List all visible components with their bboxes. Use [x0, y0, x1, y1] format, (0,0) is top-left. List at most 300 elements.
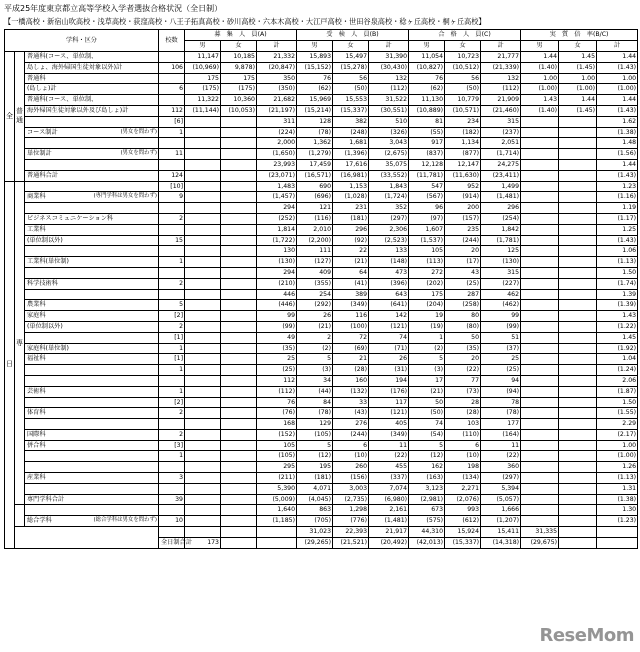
value-cell-c-2: (1,781) — [481, 235, 521, 246]
value-cell-a-1: (10,053) — [221, 105, 257, 116]
school-count: 1 — [159, 127, 185, 138]
row-label-text: 家庭科(単位制) — [27, 344, 69, 352]
row-note: (男女を問わず) — [120, 150, 157, 157]
value-cell-a-2: 1,640 — [257, 505, 297, 516]
school-count: 1 — [159, 451, 185, 462]
value-cell-r-0 — [521, 473, 559, 484]
value-cell-c-0: (3) — [409, 365, 445, 376]
row-label — [25, 419, 159, 430]
school-count: 2 — [159, 429, 185, 440]
value-cell-c-0: 50 — [409, 397, 445, 408]
value-cell-b-1: 116 — [333, 311, 369, 322]
value-cell-c-0: 1 — [409, 332, 445, 343]
value-cell-a-2: 130 — [257, 246, 297, 257]
value-cell-a-2: 1,814 — [257, 224, 297, 235]
row-label — [25, 62, 159, 73]
value-cell-c-1: (244) — [445, 235, 481, 246]
value-cell-a-2: 105 — [257, 440, 297, 451]
value-cell-b-0: 84 — [297, 397, 333, 408]
value-cell-r-2: 1.00 — [597, 73, 638, 84]
school-count — [159, 462, 185, 473]
value-cell-a-0 — [185, 451, 221, 462]
value-cell-a-0 — [185, 494, 221, 505]
value-cell-b-1: (21) — [333, 257, 369, 268]
value-cell-c-2: (37) — [481, 343, 521, 354]
value-cell-c-0: 11,054 — [409, 52, 445, 63]
table-row — [5, 419, 638, 430]
value-cell-r-0 — [521, 159, 559, 170]
value-cell-c-2: 99 — [481, 311, 521, 322]
value-cell-a-0 — [185, 138, 221, 149]
value-cell-c-0: 272 — [409, 267, 445, 278]
value-cell-r-0 — [521, 192, 559, 203]
value-cell-b-1: 231 — [333, 203, 369, 214]
school-count — [159, 203, 185, 214]
value-cell-r-0 — [521, 246, 559, 257]
value-cell-b-0: 5 — [297, 440, 333, 451]
value-cell-b-0: 34 — [297, 375, 333, 386]
value-cell-c-1: (10) — [445, 451, 481, 462]
value-cell-r-1: (1.45) — [559, 105, 597, 116]
value-cell-b-1: 72 — [333, 332, 369, 343]
school-count: [6] — [159, 116, 185, 127]
row-label — [25, 116, 159, 127]
value-cell-c-1: (73) — [445, 386, 481, 397]
value-cell-b-2: 455 — [369, 462, 409, 473]
value-cell-c-0: (567) — [409, 192, 445, 203]
value-cell-c-2: (227) — [481, 278, 521, 289]
table-row — [5, 483, 638, 494]
value-cell-r-1 — [559, 224, 597, 235]
value-cell-a-2: (252) — [257, 213, 297, 224]
table-row — [5, 192, 638, 203]
value-cell-r-1 — [559, 127, 597, 138]
school-count: 1 — [159, 386, 185, 397]
value-cell-a-1 — [221, 235, 257, 246]
value-cell-r-1 — [559, 149, 597, 160]
value-cell-r-0 — [521, 203, 559, 214]
row-label — [25, 127, 159, 138]
value-cell-r-2: (1.43) — [597, 62, 638, 73]
value-cell-a-0 — [185, 516, 221, 527]
table-row — [5, 127, 638, 138]
value-cell-b-2: 74 — [369, 332, 409, 343]
value-cell-r-1 — [559, 483, 597, 494]
value-cell-r-1 — [559, 311, 597, 322]
value-cell-c-1: 10,779 — [445, 95, 481, 106]
school-count: 3 — [159, 473, 185, 484]
value-cell-b-1: 1,153 — [333, 181, 369, 192]
row-label-text: (単位制以外) — [27, 322, 63, 330]
table-body — [5, 52, 638, 549]
value-cell-c-1: 287 — [445, 289, 481, 300]
value-cell-c-0: (54) — [409, 429, 445, 440]
value-cell-a-2: 23,993 — [257, 159, 297, 170]
value-cell-a-0 — [185, 408, 221, 419]
value-cell-a-0 — [185, 332, 221, 343]
value-cell-c-0: (575) — [409, 516, 445, 527]
value-cell-r-1 — [559, 192, 597, 203]
value-cell-a-2: (1,185) — [257, 516, 297, 527]
value-cell-b-2: 352 — [369, 203, 409, 214]
value-cell-a-0 — [185, 462, 221, 473]
value-cell-b-1: (16,981) — [333, 170, 369, 181]
school-count: 2 — [159, 213, 185, 224]
value-cell-b-0: (21,521) — [333, 537, 369, 548]
value-cell-a-2: (105) — [257, 451, 297, 462]
value-cell-c-1: 1,134 — [445, 138, 481, 149]
row-label-text: 芸術科 — [27, 387, 46, 395]
value-cell-b-2: (326) — [369, 127, 409, 138]
header-female: 女 — [559, 41, 597, 52]
value-cell-c-1: (110) — [445, 429, 481, 440]
value-cell-b-0: 26 — [297, 311, 333, 322]
value-cell-c-1: (2,076) — [445, 494, 481, 505]
value-cell-c-1: (50) — [445, 84, 481, 95]
school-count — [159, 159, 185, 170]
school-count: 1 — [159, 365, 185, 376]
value-cell-c-2: (99) — [481, 321, 521, 332]
value-cell-c-0: (204) — [409, 300, 445, 311]
value-cell-r-1 — [559, 516, 597, 527]
value-cell-a-0: (10,969) — [185, 62, 221, 73]
table-row — [5, 235, 638, 246]
value-cell-c-1: (10,512) — [445, 62, 481, 73]
value-cell-b-0: 5 — [297, 354, 333, 365]
value-cell-a-1 — [221, 267, 257, 278]
value-cell-a-2: (210) — [257, 278, 297, 289]
value-cell-b-2: 643 — [369, 289, 409, 300]
table-row — [5, 278, 638, 289]
value-cell-r-1 — [559, 419, 597, 430]
row-label-text: 国際科 — [27, 430, 46, 438]
header-female: 女 — [221, 41, 257, 52]
value-cell-b-2: (31) — [369, 365, 409, 376]
value-cell-c-1: 200 — [445, 203, 481, 214]
value-cell-r-0 — [521, 149, 559, 160]
value-cell-c-1: 50 — [445, 332, 481, 343]
value-cell-a-2: (112) — [257, 386, 297, 397]
value-cell-c-0: 74 — [409, 419, 445, 430]
school-count — [159, 224, 185, 235]
value-cell-b-1: (43) — [333, 408, 369, 419]
row-label — [25, 192, 159, 203]
row-label — [25, 224, 159, 235]
value-cell-c-2: 177 — [481, 419, 521, 430]
row-label-text: 福祉科 — [27, 355, 46, 363]
value-cell-b-2: (641) — [369, 300, 409, 311]
row-label — [25, 354, 159, 365]
value-cell-c-1: 15,411 — [481, 527, 521, 538]
value-cell-r-2: 1.43 — [597, 311, 638, 322]
value-cell-a-0 — [185, 246, 221, 257]
header-total: 計 — [257, 41, 297, 52]
value-cell-b-2: 2,306 — [369, 224, 409, 235]
value-cell-a-2: 295 — [257, 462, 297, 473]
value-cell-r-2: (1.00) — [597, 84, 638, 95]
school-count — [159, 73, 185, 84]
value-cell-b-1: 21,917 — [369, 527, 409, 538]
value-cell-r-0 — [559, 537, 597, 548]
value-cell-c-1: (22) — [445, 365, 481, 376]
value-cell-b-2: 132 — [369, 73, 409, 84]
value-cell-c-2: (130) — [481, 257, 521, 268]
value-cell-c-2: 94 — [481, 375, 521, 386]
value-cell-b-2: (42,013) — [409, 537, 445, 548]
value-cell-r-0 — [521, 429, 559, 440]
school-count: [1] — [159, 354, 185, 365]
row-label — [25, 451, 159, 462]
value-cell-c-2: 315 — [481, 267, 521, 278]
value-cell-a-0 — [185, 224, 221, 235]
value-cell-b-0: 2,010 — [297, 224, 333, 235]
value-cell-b-1: 296 — [333, 224, 369, 235]
value-cell-a-2: (350) — [257, 84, 297, 95]
value-cell-r-0 — [521, 127, 559, 138]
row-label — [159, 527, 185, 538]
value-cell-r-2: (1.13) — [597, 473, 638, 484]
value-cell-c-0: 19 — [409, 311, 445, 322]
value-cell-b-0: 1,362 — [297, 138, 333, 149]
header-male: 男 — [297, 41, 333, 52]
value-cell-a-2: 5,390 — [257, 483, 297, 494]
school-count: 112 — [159, 105, 185, 116]
value-cell-c-2: (237) — [481, 127, 521, 138]
value-cell-a-2: (20,847) — [257, 62, 297, 73]
value-cell-r-0 — [521, 397, 559, 408]
value-cell-c-2: 1,666 — [481, 505, 521, 516]
value-cell-r-2: 1.30 — [597, 505, 638, 516]
value-cell-r-2: 1.04 — [597, 354, 638, 365]
table-row — [5, 343, 638, 354]
value-cell-r-2: 1.39 — [597, 289, 638, 300]
value-cell-r-2: 1.19 — [597, 203, 638, 214]
row-label — [25, 311, 159, 322]
value-cell-b-2: (2,675) — [369, 149, 409, 160]
value-cell-a-2: 31,023 — [297, 527, 333, 538]
value-cell-c-0: (11,781) — [409, 170, 445, 181]
value-cell-b-0: (78) — [297, 127, 333, 138]
row-label-text: 総合学科 — [27, 517, 52, 525]
value-cell-c-2: (23,411) — [481, 170, 521, 181]
value-cell-b-0: 22,393 — [333, 527, 369, 538]
school-count: [2] — [159, 397, 185, 408]
value-cell-r-0 — [521, 375, 559, 386]
value-cell-c-1: (11,630) — [445, 170, 481, 181]
row-label-text: 商業科 — [27, 193, 46, 201]
school-count: 6 — [159, 84, 185, 95]
value-cell-r-0 — [521, 332, 559, 343]
value-cell-r-1: (1.00) — [559, 84, 597, 95]
value-cell-r-2: (2.17) — [597, 429, 638, 440]
value-cell-a-1 — [221, 311, 257, 322]
value-cell-a-0: 11,322 — [185, 95, 221, 106]
table-row — [5, 181, 638, 192]
value-cell-b-0: 863 — [297, 505, 333, 516]
value-cell-a-0 — [185, 311, 221, 322]
header-male: 男 — [409, 41, 445, 52]
value-cell-a-2: (1,457) — [257, 192, 297, 203]
value-cell-c-1: (877) — [445, 149, 481, 160]
value-cell-b-2: (2,523) — [369, 235, 409, 246]
row-label-text: 普通科(コース、単位制、 — [27, 96, 98, 104]
value-cell-a-1: 175 — [221, 73, 257, 84]
value-cell-b-1: (100) — [333, 321, 369, 332]
value-cell-r-2: (1.43) — [597, 105, 638, 116]
value-cell-c-0: (163) — [409, 473, 445, 484]
value-cell-r-0 — [521, 116, 559, 127]
row-label — [25, 289, 159, 300]
value-cell-r-1 — [559, 246, 597, 257]
value-cell-b-0: (12) — [297, 451, 333, 462]
value-cell-a-1 — [221, 257, 257, 268]
school-count — [159, 246, 185, 257]
row-label — [25, 159, 159, 170]
value-cell-a-0 — [185, 116, 221, 127]
value-cell-r-0 — [521, 181, 559, 192]
header-total: 計 — [481, 41, 521, 52]
table-row — [5, 62, 638, 73]
row-label-text: 体育科 — [27, 409, 46, 417]
row-label-text: コース制計 — [27, 128, 58, 136]
value-cell-b-2: (33,552) — [369, 170, 409, 181]
value-cell-b-0: (44) — [297, 386, 333, 397]
value-cell-b-2: 142 — [369, 311, 409, 322]
value-cell-c-1: (28) — [445, 408, 481, 419]
value-cell-r-1 — [559, 116, 597, 127]
value-cell-b-2: (1,724) — [369, 192, 409, 203]
value-cell-a-1 — [221, 127, 257, 138]
value-cell-r-2: (1.43) — [597, 235, 638, 246]
value-cell-c-1: (17) — [445, 257, 481, 268]
value-cell-a-1 — [221, 289, 257, 300]
value-cell-a-2: 76 — [257, 397, 297, 408]
value-cell-r-2: (1.38) — [597, 494, 638, 505]
value-cell-r-0 — [521, 289, 559, 300]
value-cell-r-1 — [559, 203, 597, 214]
value-cell-a-1 — [221, 246, 257, 257]
value-cell-a-1 — [221, 440, 257, 451]
value-cell-a-0 — [185, 483, 221, 494]
value-cell-b-2: 26 — [369, 354, 409, 365]
value-cell-c-2: 360 — [481, 462, 521, 473]
row-label-text: 海外帰国生徒対象以外及び島しょ)計 — [27, 106, 129, 114]
value-cell-c-0: 917 — [409, 138, 445, 149]
value-cell-b-0: (355) — [297, 278, 333, 289]
value-cell-b-0: 195 — [297, 462, 333, 473]
value-cell-c-2: 21,777 — [481, 52, 521, 63]
value-cell-c-2: (112) — [481, 84, 521, 95]
value-cell-c-0: (1,537) — [409, 235, 445, 246]
value-cell-b-1: (1,028) — [333, 192, 369, 203]
value-cell-a-2: (5,009) — [257, 494, 297, 505]
value-cell-c-0: (19) — [409, 321, 445, 332]
value-cell-a-1 — [221, 505, 257, 516]
value-cell-a-1 — [221, 149, 257, 160]
value-cell-a-1 — [221, 408, 257, 419]
value-cell-a-1: 10,185 — [221, 52, 257, 63]
value-cell-r-0 — [521, 321, 559, 332]
row-label-text: 科学技術科 — [27, 279, 58, 287]
row-label — [25, 343, 159, 354]
value-cell-b-2: (176) — [369, 386, 409, 397]
row-label — [25, 138, 159, 149]
row-label — [25, 257, 159, 268]
header-boshu: 募 集 人 員(A) — [185, 30, 297, 41]
value-cell-r-2: (1.55) — [597, 408, 638, 419]
value-cell-r-1: 1.44 — [559, 95, 597, 106]
value-cell-r-1 — [597, 537, 638, 548]
value-cell-r-2: 1.62 — [597, 116, 638, 127]
school-count — [159, 289, 185, 300]
value-cell-r-2: 1.45 — [597, 332, 638, 343]
value-cell-r-1 — [559, 300, 597, 311]
value-cell-c-1: 235 — [445, 224, 481, 235]
value-cell-r-1 — [559, 235, 597, 246]
value-cell-c-1: 993 — [445, 505, 481, 516]
table-row — [5, 462, 638, 473]
value-cell-c-1: (612) — [445, 516, 481, 527]
value-cell-r-1 — [559, 473, 597, 484]
value-cell-c-1: (14,318) — [481, 537, 521, 548]
row-label-text: 普通科(コース、単位制、 — [27, 53, 98, 60]
row-label — [25, 278, 159, 289]
school-count: 2 — [159, 321, 185, 332]
value-cell-a-1: 10,360 — [221, 95, 257, 106]
value-cell-c-0: (10,827) — [409, 62, 445, 73]
value-cell-b-0: 76 — [297, 73, 333, 84]
value-cell-c-2: 51 — [481, 332, 521, 343]
value-cell-a-0 — [185, 419, 221, 430]
row-label — [25, 365, 159, 376]
value-cell-r-1 — [559, 397, 597, 408]
table-row — [5, 473, 638, 484]
value-cell-r-1 — [559, 408, 597, 419]
value-cell-b-0: 2 — [297, 332, 333, 343]
value-cell-a-2: 311 — [257, 116, 297, 127]
row-note: (男女を問わず) — [120, 128, 157, 135]
value-cell-c-0: (10,889) — [409, 105, 445, 116]
value-cell-r-2: 1.00 — [597, 440, 638, 451]
value-cell-b-2: 117 — [369, 397, 409, 408]
value-cell-a-2: 112 — [257, 375, 297, 386]
value-cell-a-2: (446) — [257, 300, 297, 311]
value-cell-b-1: (15,337) — [333, 105, 369, 116]
value-cell-b-1: (156) — [333, 473, 369, 484]
school-count: [2] — [159, 311, 185, 322]
value-cell-b-0: (696) — [297, 192, 333, 203]
value-cell-b-2: 405 — [369, 419, 409, 430]
value-cell-c-0: (202) — [409, 278, 445, 289]
value-cell-a-1 — [221, 321, 257, 332]
table-row — [5, 516, 638, 527]
value-cell-r-2: (1.74) — [597, 278, 638, 289]
value-cell-a-2: (25) — [257, 365, 297, 376]
value-cell-c-0: (62) — [409, 84, 445, 95]
value-cell-r-1 — [559, 257, 597, 268]
table-row — [5, 451, 638, 462]
table-row — [5, 440, 638, 451]
value-cell-a-0 — [185, 192, 221, 203]
table-row — [5, 116, 638, 127]
value-cell-c-1: 10,723 — [445, 52, 481, 63]
value-cell-c-0: 12,128 — [409, 159, 445, 170]
school-count — [159, 138, 185, 149]
value-cell-b-2: 11 — [369, 440, 409, 451]
value-cell-b-1: 3,003 — [333, 483, 369, 494]
value-cell-a-2: 21,332 — [257, 52, 297, 63]
section-label: 日 — [5, 181, 15, 548]
